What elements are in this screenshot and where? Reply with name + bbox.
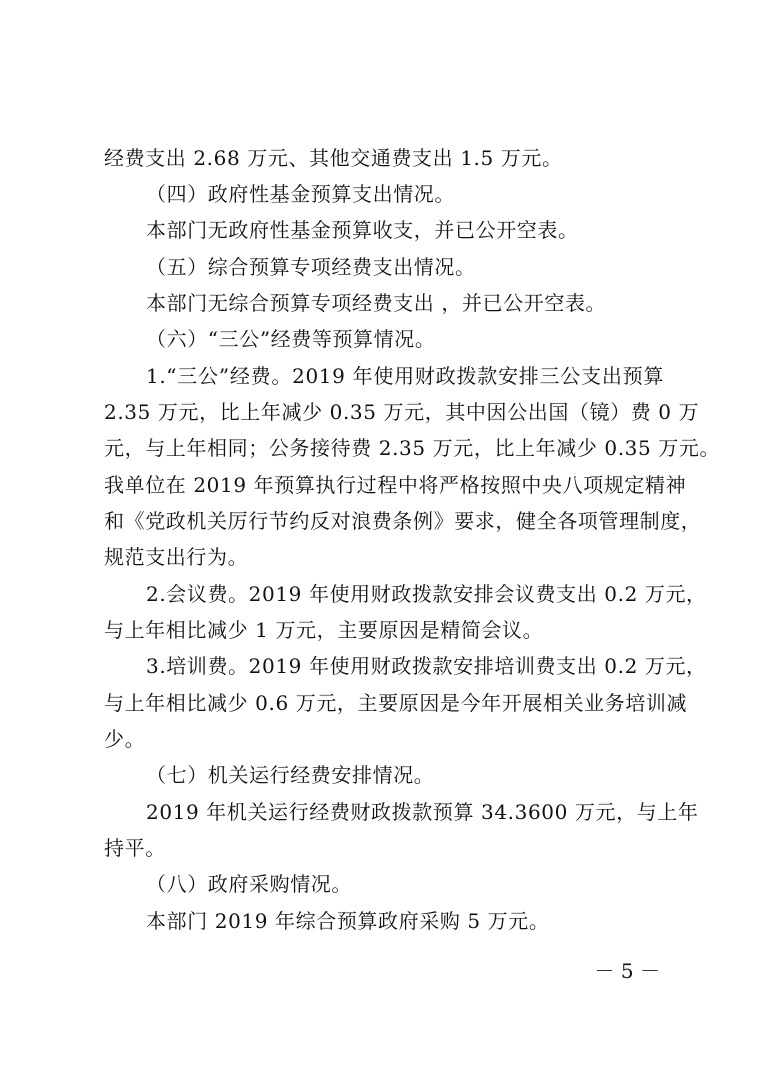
- section-heading-5: （五）综合预算专项经费支出情况。: [146, 255, 476, 279]
- text-line: 与上年相比减少 1 万元，主要原因是精简会议。: [104, 618, 544, 642]
- text-line: 少。: [104, 727, 146, 751]
- text-line: 1.“三公”经费。2019 年使用财政拨款安排三公支出预算: [146, 364, 664, 388]
- text-line: 元，与上年相同；公务接待费 2.35 万元，比上年减少 0.35 万元。: [104, 436, 721, 460]
- section-heading-4: （四）政府性基金预算支出情况。: [146, 182, 455, 206]
- page-number: － 5 －: [594, 959, 660, 983]
- text-line: 经费支出 2.68 万元、其他交通费支出 1.5 万元。: [104, 146, 563, 170]
- text-line: 2019 年机关运行经费财政拨款预算 34.3600 万元，与上年: [146, 800, 699, 824]
- section-heading-7: （七）机关运行经费安排情况。: [146, 763, 435, 787]
- section-heading-6: （六）“三公”经费等预算情况。: [146, 327, 436, 351]
- text-line: 本部门无政府性基金预算收支，并已公开空表。: [146, 218, 579, 242]
- text-line: 本部门 2019 年综合预算政府采购 5 万元。: [146, 909, 550, 933]
- text-line: 与上年相比减少 0.6 万元，主要原因是今年开展相关业务培训减: [104, 691, 688, 715]
- text-line: 3.培训费。2019 年使用财政拨款安排培训费支出 0.2 万元，: [146, 654, 707, 678]
- text-line: 2.35 万元，比上年减少 0.35 万元，其中因公出国（镜）费 0 万: [104, 400, 700, 424]
- text-line: 持平。: [104, 836, 166, 860]
- text-line: 2.会议费。2019 年使用财政拨款安排会议费支出 0.2 万元，: [146, 582, 707, 606]
- section-heading-8: （八）政府采购情况。: [146, 872, 352, 896]
- text-line: 本部门无综合预算专项经费支出 ，并已公开空表。: [146, 291, 607, 315]
- text-line: 我单位在 2019 年预算执行过程中将严格按照中央八项规定精神: [104, 473, 687, 497]
- text-line: 规范支出行为。: [104, 545, 249, 569]
- text-line: 和《党政机关厉行节约反对浪费条例》要求，健全各项管理制度，: [104, 509, 702, 533]
